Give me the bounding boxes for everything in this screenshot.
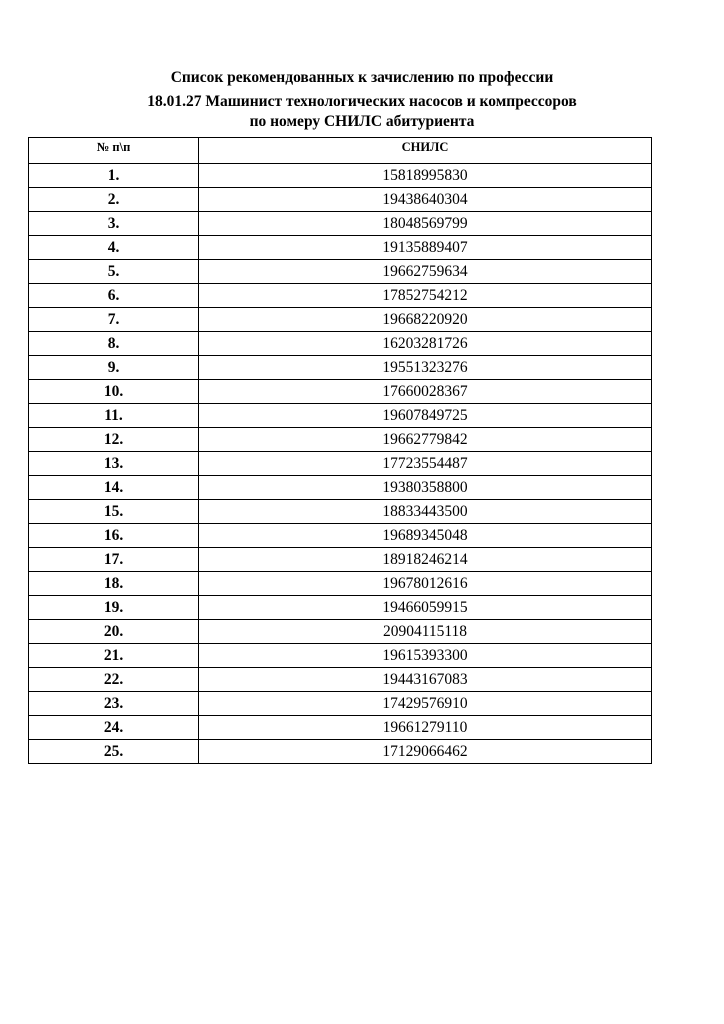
row-number: 20. [29,620,199,644]
row-number: 8. [29,332,199,356]
row-number: 10. [29,380,199,404]
table-row [29,452,652,476]
table-row [29,236,652,260]
row-snils: 20904115118 [199,620,652,644]
row-snils: 17429576910 [199,692,652,716]
row-number: 9. [29,356,199,380]
row-snils: 19668220920 [199,308,652,332]
row-number: 1. [29,164,199,188]
document-title-line-2: 18.01.27 Машинист технологических насосов и компрессоров [147,93,577,110]
document-title-line-3: по номеру СНИЛС абитуриента [249,113,475,130]
row-snils: 18833443500 [199,500,652,524]
row-number: 19. [29,596,199,620]
row-number: 14. [29,476,199,500]
row-snils: 19678012616 [199,572,652,596]
row-number: 23. [29,692,199,716]
row-snils: 19551323276 [199,356,652,380]
row-number: 21. [29,644,199,668]
row-number: 22. [29,668,199,692]
row-snils: 17129066462 [199,740,652,764]
row-number: 17. [29,548,199,572]
row-number: 16. [29,524,199,548]
row-snils: 19662759634 [199,260,652,284]
row-number: 6. [29,284,199,308]
table-row [29,356,652,380]
row-snils: 15818995830 [199,164,652,188]
row-snils: 19443167083 [199,668,652,692]
row-number: 7. [29,308,199,332]
table-row [29,428,652,452]
row-number: 3. [29,212,199,236]
table-row [29,572,652,596]
row-snils: 17723554487 [199,452,652,476]
table-row [29,668,652,692]
row-snils: 19466059915 [199,596,652,620]
snils-table [28,137,652,764]
table-row [29,620,652,644]
row-snils: 19607849725 [199,404,652,428]
row-snils: 17852754212 [199,284,652,308]
table-row [29,212,652,236]
table-row [29,380,652,404]
row-number: 13. [29,452,199,476]
row-snils: 16203281726 [199,332,652,356]
row-snils: 19689345048 [199,524,652,548]
table-row [29,332,652,356]
row-snils: 18918246214 [199,548,652,572]
row-number: 2. [29,188,199,212]
table-row [29,644,652,668]
row-number: 12. [29,428,199,452]
table-row [29,716,652,740]
row-number: 24. [29,716,199,740]
table-row [29,692,652,716]
row-snils: 18048569799 [199,212,652,236]
row-snils: 19135889407 [199,236,652,260]
row-snils: 19662779842 [199,428,652,452]
table-row [29,548,652,572]
table-row [29,596,652,620]
header-snils: СНИЛС [199,138,652,164]
row-number: 4. [29,236,199,260]
table-row [29,740,652,764]
document-title-line-1: Список рекомендованных к зачислению по профессии [170,69,554,86]
table-row [29,164,652,188]
table-row [29,260,652,284]
row-snils: 19615393300 [199,644,652,668]
header-number: № п\п [29,138,199,164]
row-snils: 19438640304 [199,188,652,212]
table-row [29,524,652,548]
table-row [29,284,652,308]
table-row [29,308,652,332]
table-body [29,164,652,764]
row-snils: 19380358800 [199,476,652,500]
row-number: 25. [29,740,199,764]
row-snils: 17660028367 [199,380,652,404]
table-header-row [29,138,652,164]
table-row [29,476,652,500]
table-row [29,500,652,524]
table-row [29,404,652,428]
row-number: 11. [29,404,199,428]
table-row [29,188,652,212]
row-snils: 19661279110 [199,716,652,740]
row-number: 5. [29,260,199,284]
row-number: 15. [29,500,199,524]
row-number: 18. [29,572,199,596]
